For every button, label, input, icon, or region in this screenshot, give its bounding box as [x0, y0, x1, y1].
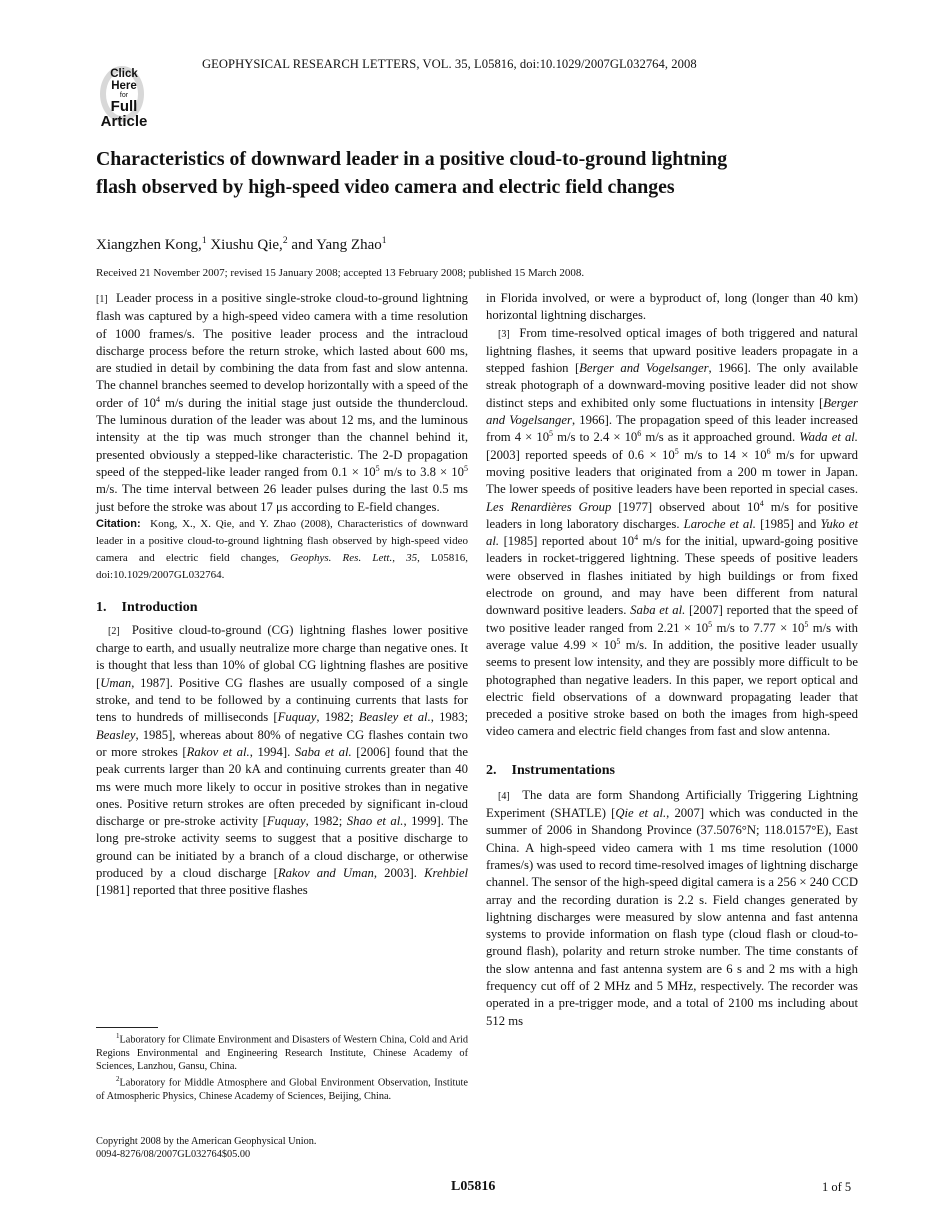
- citation-doi: , L05816, doi:10.1029/2007GL032764.: [96, 551, 469, 581]
- abstract-text: Leader process in a positive single-stroke cloud-to-ground lightning flash was captured by a high-speed video camera with a time resolution of 1000 frames/s. The positive leader process and the intracloud discharge process before the return stroke, which lasted about 600 ms, are studied in detail by combining the data from fast and slow antenna. The channel branches seemed to develop horizontally with a speed of the order of 10: [96, 291, 469, 410]
- abstract-text: m/s. The time interval between 26 leader pulses during the last 0.5 ms just before the stroke was about 17 μs according to E-field changes.: [96, 482, 468, 514]
- article-title: Characteristics of downward leader in a positive cloud-to-ground lightning flash observed by high-speed video camera and electric field changes: [96, 148, 728, 198]
- text: m/s. In addition, the positive leader usually seems to present low intensity, and they are possibly more difficult to be photographed than negative leaders. In this paper, we report optical and electric field observations of a downward propagating leader that preceded a positive stroke based on both the images from high-speed video camera and electric field changes from fast and slow antenna.: [486, 637, 858, 739]
- text: m/s to 7.77 × 10: [712, 620, 805, 635]
- section-heading-instrumentations: [486, 761, 858, 781]
- reference-link[interactable]: Rakov et al.: [186, 744, 250, 759]
- section-number: 2.: [486, 762, 497, 778]
- reference-link[interactable]: Laroche et al.: [683, 516, 756, 531]
- exponent: 4: [634, 532, 639, 542]
- exponent: 5: [549, 429, 554, 439]
- affiliation-mark: 1: [381, 236, 387, 246]
- text: , 1982;: [316, 710, 359, 725]
- abstract: [96, 290, 468, 516]
- reference-link[interactable]: Shao et al.: [346, 814, 404, 829]
- text: The data are form Shandong Artificially Triggering Lightning Experiment (SHATLE) [: [486, 787, 858, 821]
- exponent: 4: [155, 394, 160, 404]
- author-name: and Yang Zhao: [291, 237, 382, 253]
- reference-link[interactable]: Krehbiel: [424, 866, 469, 881]
- paragraph-number: [1]: [96, 294, 108, 305]
- reference-link[interactable]: Les Renardières Group: [486, 499, 612, 514]
- reference-link[interactable]: Berger and Vogelsanger: [579, 361, 709, 376]
- text: , 1966]. The propagation speed of this leader increased from 4 × 10: [486, 413, 858, 445]
- text: , 2007] which was conducted in the summer of 2006 in Shandong Province (37.5076°N; 118.0157°E), East China. A high-speed video camera with 1 ms time resolution (1000 frames/s) was used to record time-resolved images of lightning discharge channel. The sensor of the high-speed digital camera is a 256 × 240 CCD array and the recording duration is 2.2 s. Field changes generated by lightning discharges were measured by slow antenna and fast antenna systems to provide information on flash type (cloud flash or cloud-to-ground flash), polarity and return stroke number. The time constants of the slow antenna and fast antenna system are 6 s and 2 ms with a high frequency cut off of 2 MHz and 5 MHz, respectively. The recorder was operated in a pre-trigger mode, and a total of 2100 ms including about 512 ms: [486, 806, 858, 1028]
- footnote-rule: [96, 1027, 158, 1028]
- reference-link[interactable]: Beasley et al.: [358, 710, 431, 725]
- exponent: 5: [464, 463, 468, 473]
- section-title: Instrumentations: [511, 762, 615, 778]
- text: [2003] reported speeds of 0.6 × 10: [486, 447, 675, 462]
- footnote-mark: 2: [116, 1075, 120, 1084]
- reference-link[interactable]: Wada et al.: [799, 430, 858, 445]
- exponent: 5: [804, 619, 809, 629]
- footnote-mark: 1: [116, 1032, 120, 1040]
- reference-link[interactable]: Rakov and Uman: [277, 866, 374, 881]
- text: , 1994].: [249, 744, 295, 759]
- running-head: GEOPHYSICAL RESEARCH LETTERS, VOL. 35, L05816, doi:10.1029/2007GL032764, 2008: [202, 57, 697, 71]
- exponent: 4: [759, 498, 764, 508]
- publication-history: Received 21 November 2007; revised 15 January 2008; accepted 13 February 2008; published 15 March 2008.: [96, 267, 585, 279]
- copyright-text: Copyright 2008 by the American Geophysical Union.: [96, 1136, 317, 1147]
- reference-link[interactable]: Fuquay: [277, 710, 317, 725]
- journal-volume: 35: [406, 551, 418, 564]
- text: [2006] found that the peak currents larger than 20 kA and continuing currents greater than 40 ms were much more likely to occur in positive strokes than in negative ones. Positive return strokes are often preceded by significant in-cloud discharge or pre-stroke activity [: [96, 744, 469, 829]
- citation: Citation: Kong, X., X. Qie, and Y. Zhao (2008), Characteristics of downward leader in a positive cloud-to-ground lightning flash observed by high-speed video camera and electric field changes, Geophys. Res. Lett., 35, L05816, doi:10.1029/2007GL032764.: [96, 517, 469, 581]
- text: [1985] reported about 10: [499, 534, 635, 549]
- abstract-text: m/s to 3.8 × 10: [379, 464, 464, 479]
- exponent: 6: [637, 429, 642, 439]
- text: , 1982;: [305, 814, 347, 829]
- text: , 2003].: [373, 866, 425, 881]
- paragraph-number: [2]: [108, 625, 120, 637]
- exponent: 5: [708, 619, 713, 629]
- citation-label: Citation:: [96, 517, 141, 530]
- journal-name: Geophys. Res. Lett.: [290, 551, 393, 564]
- section-number: 1.: [96, 599, 107, 615]
- logo-text: Full: [110, 98, 138, 115]
- affiliation-mark: 1: [201, 236, 207, 246]
- text: , 1987]. Positive CG flashes are usually composed of a single stroke, and tend to be followed by a continuing currents that lasts for tens to hundreds of milliseconds [: [96, 675, 468, 725]
- text: m/s for positive leaders in long laboratory discharges.: [486, 499, 858, 531]
- paragraph-number: [4]: [498, 790, 510, 802]
- text: m/s with average value 4.99 × 10: [486, 620, 859, 652]
- exponent: 5: [616, 636, 621, 646]
- logo-text: Click: [110, 68, 138, 80]
- logo-text: Here: [111, 79, 137, 92]
- section-title: Introduction: [121, 599, 198, 615]
- exponent: 5: [375, 463, 380, 473]
- text: [2007] reported that the speed of two positive leader ranged from 2.21 × 10: [486, 603, 858, 635]
- text: m/s for upward moving positive leaders that originated from a 200 m tower in Japan. The lower speeds of positive leaders have been reported in special cases.: [486, 447, 858, 497]
- text: in Florida involved, or were a byproduct of, long (longer than 40 km) horizontal lightning discharges.: [486, 291, 858, 323]
- text: m/s as it approached ground.: [641, 430, 800, 445]
- text: Positive cloud-to-ground (CG) lightning flashes lower positive charge to earth, and usually neutralize more charge than negative ones. It is thought that less than 10% of global CG lightning flashes are positive [: [96, 622, 468, 690]
- affiliation-footnotes: [96, 1027, 468, 1103]
- logo-text: for: [119, 92, 129, 99]
- text: , 1999]. The long pre-stroke activity seems to suggest that a positive discharge to ground can be initiated by a branch of a cloud discharge, or otherwise produced by a cloud discharge [: [96, 814, 468, 881]
- reference-link[interactable]: Uman: [100, 675, 132, 690]
- full-article-link-logo[interactable]: [94, 66, 154, 130]
- left-column: [96, 290, 468, 900]
- paragraph-number: [3]: [498, 328, 510, 340]
- reference-link[interactable]: Fuquay: [266, 814, 306, 829]
- abstract-text: m/s during the initial stage just outside the thundercloud. The luminous duration of the leader was about 12 ms, and the luminous intensity at the tip was much stronger than the channel behind it, presented obviously a stepped-like characteristic. The 2-D propagation speed of the stepped-like leader ranged from 0.1 × 10: [96, 395, 468, 479]
- paragraph-2-continued: [486, 290, 858, 325]
- author-name: Xiangzhen Kong,: [96, 237, 202, 253]
- right-column: [486, 290, 858, 1030]
- exponent: 5: [674, 446, 679, 456]
- reference-link[interactable]: Beasley: [96, 727, 136, 742]
- copyright-notice: [96, 1135, 317, 1161]
- reference-link[interactable]: Qie et al.: [615, 806, 667, 821]
- text: From time-resolved optical images of both triggered and natural lightning flashes, it seems that upward positive leaders propagate in a stepped fashion [: [486, 325, 859, 376]
- exponent: 6: [766, 446, 771, 456]
- reference-link[interactable]: Saba et al.: [294, 744, 352, 759]
- text: m/s to 2.4 × 10: [553, 430, 638, 445]
- text: m/s to 14 × 10: [678, 447, 767, 462]
- citation-text: Kong, X., X. Qie, and Y. Zhao (2008), Characteristics of downward leader in a positive cloud-to-ground lightning flash observed by high-speed video camera and electric field changes,: [96, 517, 468, 564]
- reference-link[interactable]: Saba et al.: [630, 603, 686, 618]
- reference-link[interactable]: Yuko et al.: [486, 516, 858, 549]
- paragraph-4: [486, 787, 858, 1030]
- text: , 1966]. The only available streak photograph of a downward-moving positive leader did not show distinct steps and exhibited only some fluctuations in intensity [: [486, 361, 858, 410]
- paragraph-3: [486, 325, 858, 741]
- author-name: Xiushu Qie,: [210, 237, 283, 253]
- text: [1985] and: [755, 516, 821, 531]
- page-number: 1 of 5: [822, 1180, 852, 1194]
- footnote-1: [96, 1030, 468, 1073]
- text: , 1985], whereas about 80% of negative CG flashes contain two or more strokes [: [96, 727, 468, 759]
- affiliation-mark: 2: [282, 236, 288, 246]
- article-code: 0094-8276/08/2007GL032764$05.00: [96, 1149, 251, 1161]
- footnote-2: [96, 1073, 468, 1103]
- logo-text: Article: [100, 113, 148, 130]
- text: [1981] reported that three positive flashes: [96, 883, 308, 898]
- section-heading-introduction: [96, 598, 468, 618]
- text: m/s for the initial, upward-going positive leaders in rocket-triggered lightning. These speeds of positive leaders were observed in flashes initiated by high buildings or from fixed electrode on ground, and may have been different from natural downward positive leaders.: [486, 534, 858, 618]
- footnote-text: Laboratory for Climate Environment and Disasters of Western China, Cold and Arid Regions Environmental and Engineering Research Institute, Chinese Academy of Sciences, Lanzhou, Gansu, China.: [96, 1034, 468, 1072]
- reference-link[interactable]: Berger and Vogelsanger: [486, 395, 858, 428]
- paragraph-2: [96, 622, 468, 900]
- footnote-text: Laboratory for Middle Atmosphere and Global Environment Observation, Institute of Atmospheric Physics, Chinese Academy of Sciences, Beijing, China.: [96, 1077, 468, 1102]
- text: , 1983;: [430, 710, 468, 725]
- text: [1977] observed about 10: [611, 499, 760, 514]
- author-list: [96, 236, 386, 254]
- article-id: L05816: [451, 1179, 496, 1194]
